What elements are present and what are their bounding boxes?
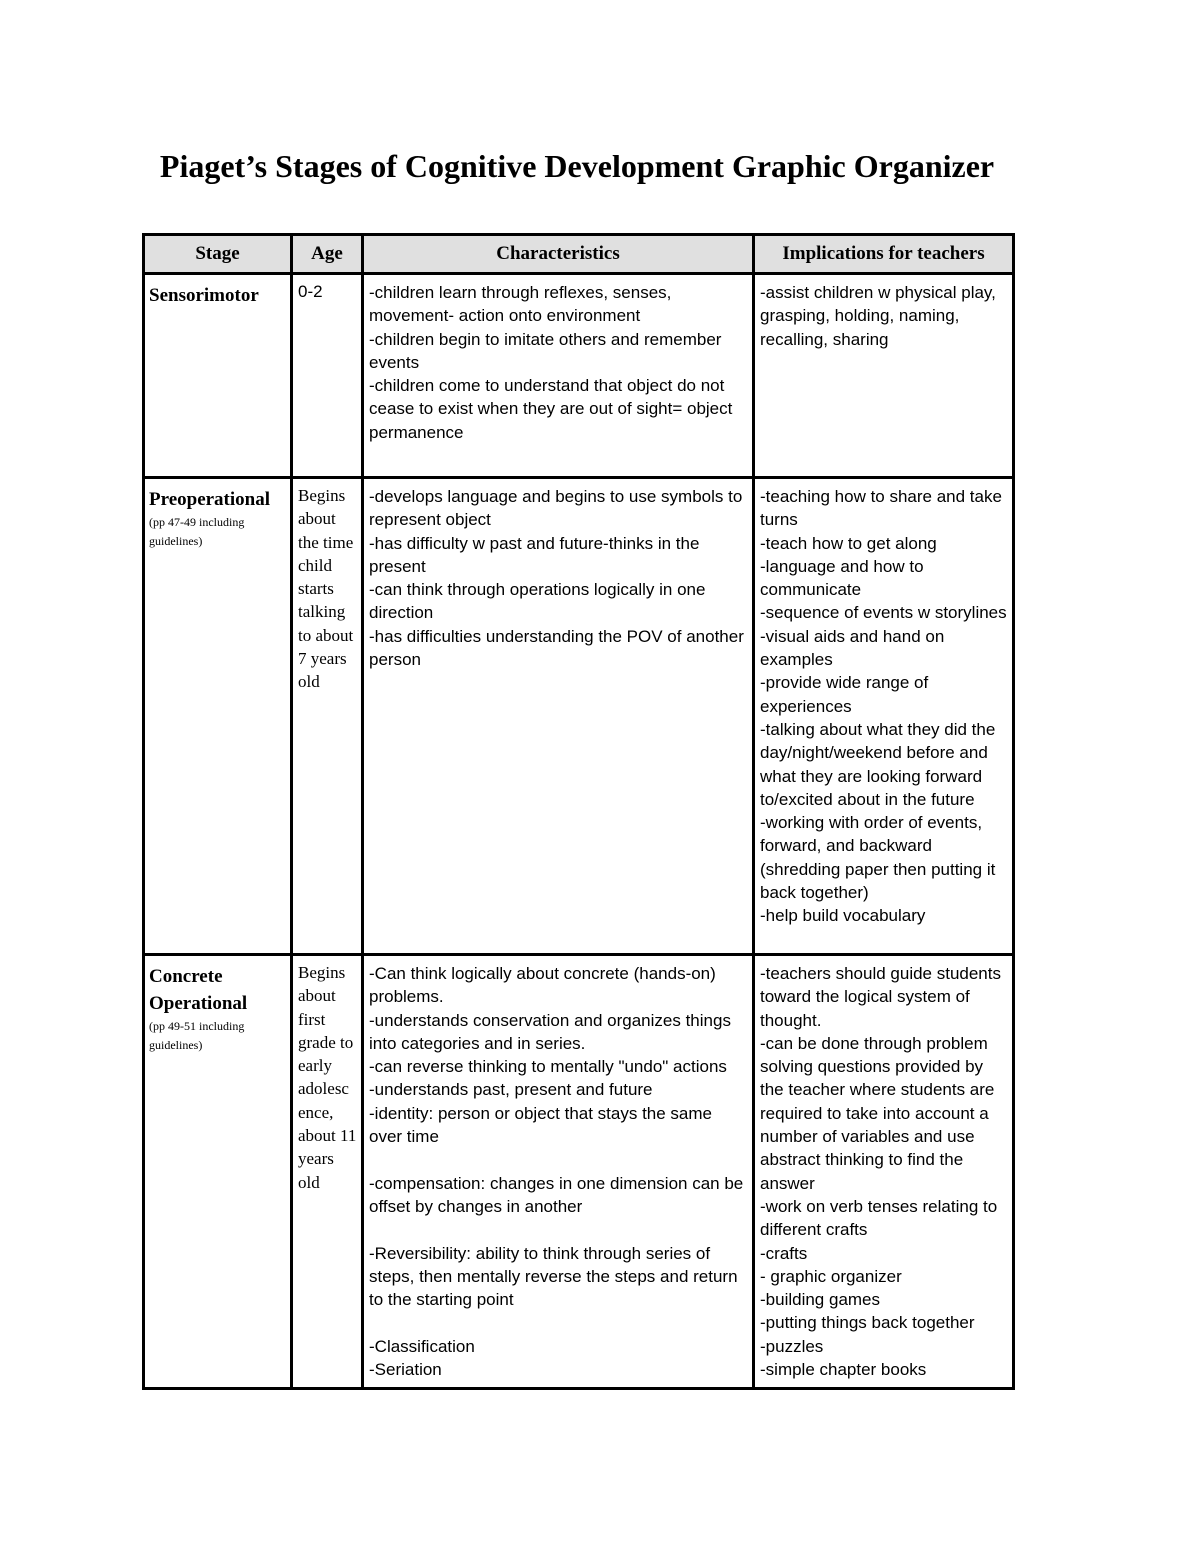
stage-name: Concrete Operational <box>149 966 248 1014</box>
characteristic-item: -identity: person or object that stays the same over time <box>369 1103 713 1147</box>
implication-list <box>755 479 1012 928</box>
stage-page-reference: (pp 47-49 including guidelines) <box>149 515 245 548</box>
characteristic-item: -has difficulties understanding the POV of another person <box>369 626 744 670</box>
characteristic-item: -has difficulty w past and future-thinks in the present <box>369 533 700 576</box>
age-cell <box>292 478 363 955</box>
characteristic-item: -can think through operations logically in one direction <box>369 580 706 623</box>
characteristic-item: -can reverse thinking to mentally "undo" actions <box>369 1057 727 1077</box>
implication-list <box>755 275 1012 351</box>
implication-item: -help build vocabulary <box>760 906 926 926</box>
implication-item: -provide wide range of experiences <box>760 673 929 716</box>
characteristic-item: -children begin to imitate others and remember events <box>369 329 722 372</box>
implication-item: -assist children w physical play, grasping, holding, naming, recalling, sharing <box>760 283 996 349</box>
stage-cell <box>144 955 292 1389</box>
implication-item: -crafts <box>760 1243 808 1263</box>
characteristic-item: -understands conservation and organizes things into categories and in series. <box>369 1010 731 1053</box>
characteristic-item: -Can think logically about concrete (hands-on) problems. <box>369 964 716 1007</box>
characteristic-item <box>369 1218 748 1241</box>
characteristic-item: -Classification <box>369 1336 475 1356</box>
characteristic-item <box>369 1311 748 1334</box>
implication-item: -teach how to get along <box>760 533 937 553</box>
implication-item: -talking about what they did the day/night/weekend before and what they are looking forward to/excited about in the future <box>760 719 996 809</box>
stage-cell <box>144 478 292 955</box>
age-cell <box>292 274 363 478</box>
characteristic-list <box>364 956 752 1381</box>
characteristic-item <box>369 1148 748 1171</box>
characteristic-list <box>364 275 752 444</box>
age-text: Begins about first grade to early adolesc ence, about 11 years old <box>298 963 357 1192</box>
implication-item: -simple chapter books <box>760 1360 927 1380</box>
header-implications: Implications for teachers <box>754 235 1014 274</box>
implication-item: -can be done through problem solving questions provided by the teacher where students are required to take into account a number of variables and use abstract thinking to find the answer <box>760 1033 995 1193</box>
implications-cell <box>754 478 1014 955</box>
characteristic-item: -children learn through reflexes, senses, movement- action onto environment <box>369 283 672 326</box>
implication-item: -teaching how to share and take turns <box>760 487 1002 530</box>
stage-cell <box>144 274 292 478</box>
characteristics-cell <box>363 274 754 478</box>
stage-name: Preoperational <box>149 489 271 510</box>
characteristic-item: -Seriation <box>369 1360 442 1380</box>
implications-cell <box>754 955 1014 1389</box>
header-stage: Stage <box>144 235 292 274</box>
stage-page-reference: (pp 49-51 including guidelines) <box>149 1019 245 1052</box>
characteristic-list <box>364 479 752 671</box>
characteristics-cell <box>363 955 754 1389</box>
implications-cell <box>754 274 1014 478</box>
header-characteristics: Characteristics <box>363 235 754 274</box>
age-cell <box>292 955 363 1389</box>
implication-item: -teachers should guide students toward the logical system of thought. <box>760 964 1001 1030</box>
age-text: 0-2 <box>298 282 323 301</box>
implication-item: -building games <box>760 1290 881 1310</box>
characteristic-item: -develops language and begins to use symbols to represent object <box>369 487 743 530</box>
table-row <box>144 955 1014 1389</box>
implication-list <box>755 956 1012 1381</box>
implication-item: -working with order of events, forward, and backward (shredding paper then putting it back together) <box>760 813 996 903</box>
implication-item: -visual aids and hand on examples <box>760 626 945 670</box>
implication-item: - graphic organizer <box>760 1266 902 1286</box>
characteristic-item: -understands past, present and future <box>369 1080 653 1100</box>
implication-item: -sequence of events w storylines <box>760 603 1007 623</box>
characteristic-item: -compensation: changes in one dimension can be offset by changes in another <box>369 1173 744 1216</box>
characteristics-cell <box>363 478 754 955</box>
stages-table <box>142 233 1015 1390</box>
implication-item: -work on verb tenses relating to different crafts <box>760 1196 998 1240</box>
characteristic-item: -children come to understand that object do not cease to exist when they are out of sight= object permanence <box>369 376 733 442</box>
implication-item: -language and how to communicate <box>760 556 924 600</box>
table-row <box>144 478 1014 955</box>
age-text: Begins about the time child starts talking to about 7 years old <box>298 486 354 692</box>
header-age: Age <box>292 235 363 274</box>
table-header-row <box>144 235 1014 274</box>
page-title: Piaget’s Stages of Cognitive Development Graphic Organizer <box>159 148 995 184</box>
implication-item: -puzzles <box>760 1336 824 1356</box>
table-row <box>144 274 1014 478</box>
characteristic-item: -Reversibility: ability to think through series of steps, then mentally reverse the steps and return to the starting point <box>369 1243 738 1310</box>
stage-name: Sensorimotor <box>149 285 259 306</box>
implication-item: -putting things back together <box>760 1313 975 1333</box>
